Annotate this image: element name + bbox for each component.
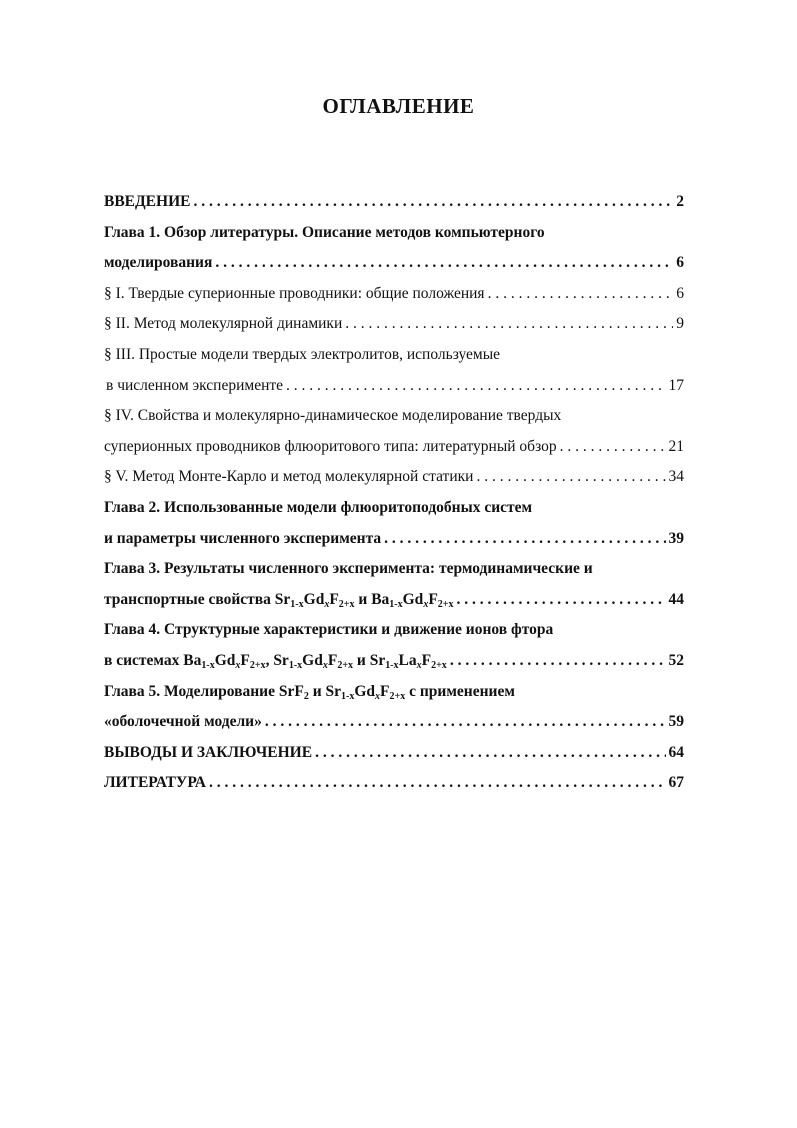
page-title: ОГЛАВЛЕНИЕ	[322, 94, 475, 118]
dot-leader	[450, 652, 666, 670]
formula-sr-gd-f: $Sr_{1-x}Gd_xF_{2+x}$	[274, 590, 355, 610]
toc-entry-chapter-4-line-2[interactable]	[104, 652, 684, 683]
formula-ba-gd-f: $Ba_{1-x}Gd_xF_{2+x}$	[371, 590, 454, 610]
toc-page: 52	[668, 651, 684, 669]
toc-label: § I. Твердые суперионные проводники: общие положения	[104, 284, 485, 302]
dot-leader	[345, 315, 673, 333]
label-join: и	[312, 682, 322, 700]
toc-label: и параметры численного эксперимента	[104, 529, 382, 547]
toc-label: ВЫВОДЫ И ЗАКЛЮЧЕНИЕ	[104, 743, 313, 761]
dot-leader	[215, 254, 673, 272]
formula-sr-gd-f: $Sr_{1-x}Gd_xF_{2+x}$	[325, 682, 406, 702]
toc-page: 67	[668, 774, 684, 792]
dot-leader	[315, 744, 665, 762]
toc-entry-section-3-line-1[interactable]	[104, 346, 684, 377]
toc-label: «оболочечной модели»	[104, 713, 262, 731]
toc-label: ЛИТЕРАТУРА	[104, 774, 206, 792]
toc-page: 6	[676, 284, 684, 302]
toc-page: 59	[668, 713, 684, 731]
toc-page: 2	[676, 193, 684, 210]
toc-page: 17	[668, 376, 684, 394]
dot-leader	[193, 193, 673, 211]
toc-page: 44	[668, 590, 684, 608]
toc-label	[104, 683, 515, 701]
toc-entry-chapter-5-line-1[interactable]	[104, 683, 684, 714]
toc-page: 9	[676, 315, 684, 333]
toc-label: в численном эксперименте	[106, 376, 284, 394]
toc-label: Глава 4. Структурные характеристики и движение ионов фтора	[104, 621, 554, 639]
toc-page: 21	[668, 437, 684, 455]
toc-entry-section-5[interactable]	[104, 468, 684, 499]
toc-label: суперионных проводников флюоритового типа: литературный обзор	[104, 437, 557, 455]
toc-entry-chapter-1-line-2[interactable]	[104, 254, 684, 285]
label-suffix: с применением	[409, 682, 515, 700]
toc-entry-chapter-2-line-1[interactable]	[104, 499, 684, 530]
label-join: и	[356, 651, 366, 669]
toc-entry-section-2[interactable]	[104, 315, 684, 346]
toc-entry-literature[interactable]	[104, 774, 684, 805]
toc-entry-chapter-5-line-2[interactable]	[104, 713, 684, 744]
toc-page: 34	[668, 468, 684, 486]
toc-label	[104, 591, 453, 609]
toc-entry-chapter-3-line-2[interactable]	[104, 591, 684, 622]
formula-srf2: SrF$_2$	[278, 682, 309, 702]
dot-leader	[209, 774, 666, 792]
toc-label: Глава 1. Обзор литературы. Описание методов компьютерного	[104, 223, 545, 241]
formula-ba-gd-f: $Ba_{1-x}Gd_xF_{2+x}$	[183, 651, 266, 671]
formula-sr-gd-f: $Sr_{1-x}Gd_xF_{2+x}$	[273, 651, 354, 671]
toc-entry-section-1[interactable]	[104, 285, 684, 316]
toc-entry-chapter-2-line-2[interactable]	[104, 530, 684, 561]
toc-label: § V. Метод Монте-Карло и метод молекулярной статики	[104, 468, 474, 486]
dot-leader	[456, 591, 665, 609]
dot-leader	[476, 468, 665, 486]
toc-label: в системах $Ba_{1-x}Gd_xF_{2+x}$, $Sr_{1-x}Gd_xF_{2+x}$ и $Sr_{1-x}La_xF_{2+x}$	[104, 651, 447, 671]
label-text: транспортные свойства	[104, 590, 271, 608]
toc-label: § IV. Свойства и молекулярно-динамическое моделирование твердых	[104, 407, 562, 425]
toc-entry-conclusions[interactable]	[104, 744, 684, 775]
toc-label: § II. Метод молекулярной динамики	[104, 315, 343, 333]
dot-leader	[384, 530, 665, 548]
toc-entry-chapter-4-line-1[interactable]	[104, 621, 684, 652]
dot-leader	[488, 285, 674, 303]
toc-entry-section-3-line-2[interactable]	[104, 377, 684, 408]
dot-leader	[560, 438, 666, 456]
toc-label: Глава 3. Результаты численного эксперимента: термодинамические и	[104, 560, 593, 578]
toc-label: Глава 2. Использованные модели флюоритоподобных систем	[104, 498, 533, 516]
toc-label: § III. Простые модели твердых электролитов, используемые	[104, 345, 501, 363]
table-of-contents	[104, 193, 684, 805]
dot-leader	[265, 713, 666, 731]
formula-sr-la-f: $Sr_{1-x}La_xF_{2+x}$	[369, 651, 447, 671]
toc-entry-section-4-line-2[interactable]	[104, 438, 684, 469]
toc-label: ВВЕДЕНИЕ	[104, 193, 191, 210]
toc-page: 39	[668, 529, 684, 547]
label-text: Глава 5. Моделирование	[104, 682, 275, 700]
toc-entry-chapter-3-line-1[interactable]	[104, 560, 684, 591]
toc-entry-intro[interactable]	[104, 193, 684, 224]
dot-leader	[286, 377, 665, 395]
toc-entry-chapter-1-line-1[interactable]	[104, 224, 684, 255]
toc-entry-section-4-line-1[interactable]	[104, 407, 684, 438]
toc-label: моделирования	[104, 254, 213, 272]
toc-page: 6	[676, 254, 684, 272]
toc-page: 64	[668, 743, 684, 761]
label-join: и	[358, 590, 368, 608]
label-text: в системах	[104, 651, 180, 669]
